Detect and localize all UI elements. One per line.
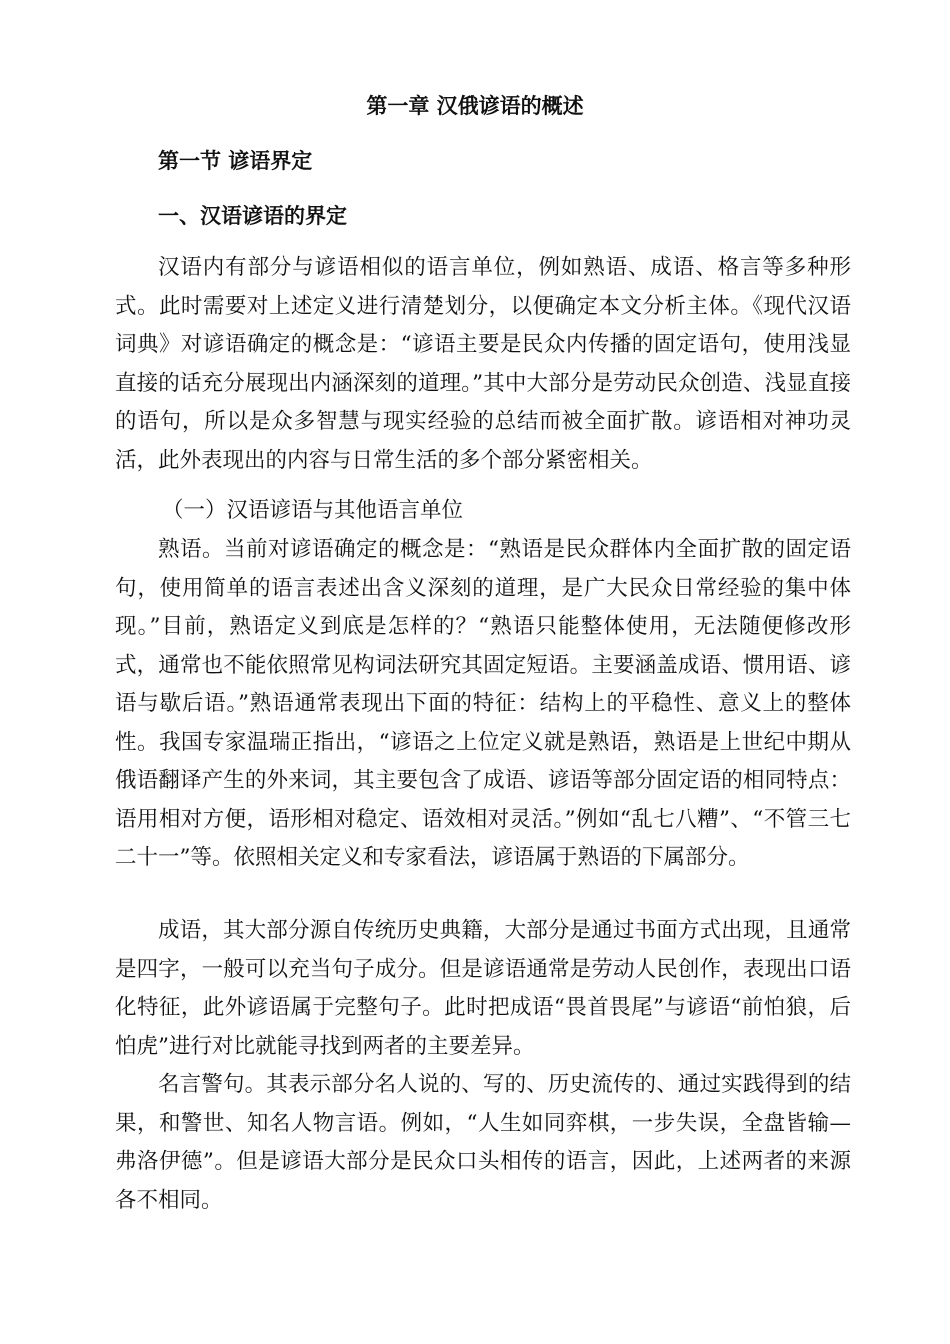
paragraph-3: 成语，其大部分源自传统历史典籍，大部分是通过书面方式出现，且通常是四字，一般可以充当句子成分。但是谚语通常是劳动人民创作，表现出口语化特征，此外谚语属于完整句子。此时把成语“畏首畏尾”与谚语“前怕狼，后怕虎”进行对比就能寻找到两者的主要差异。 xyxy=(115,918,851,1059)
paragraph-4: 名言警句。其表示部分名人说的、写的、历史流传的、通过实践得到的结果，和警世、知名人物言语。例如，“人生如同弈棋，一步失误，全盘皆输—弗洛伊德”。但是谚语大部分是民众口头相传的语言，因此，上述两者的来源各不相同。 xyxy=(115,1072,851,1213)
paragraph-2: 熟语。当前对谚语确定的概念是：“熟语是民众群体内全面扩散的固定语句，使用简单的语言表述出含义深刻的道理，是广大民众日常经验的集中体现。”目前，熟语定义到底是怎样的？“熟语只能整体使用，无法随便修改形式，通常也不能依照常见构词法研究其固定短语。主要涵盖成语、惯用语、谚语与歇后语。”熟语通常表现出下面的特征：结构上的平稳性、意义上的整体性。我国专家温瑞正指出，“谚语之上位定义就是熟语，熟语是上世纪中期从俄语翻译产生的外来词，其主要包含了成语、谚语等部分固定语的相同特点：语用相对方便，语形相对稳定、语效相对灵活。”例如“乱七八糟”、“不管三七二十一”等。依照相关定义和专家看法，谚语属于熟语的下属部分。 xyxy=(115,537,851,870)
paragraph-1: 汉语内有部分与谚语相似的语言单位，例如熟语、成语、格言等多种形式。此时需要对上述定义进行清楚划分，以便确定本文分析主体。《现代汉语词典》对谚语确定的概念是：“谚语主要是民众内传播的固定语句，使用浅显直接的话充分展现出内涵深刻的道理。”其中大部分是劳动民众创造、浅显直接的语句，所以是众多智慧与现实经验的总结而被全面扩散。谚语相对神功灵活，此外表现出的内容与日常生活的多个部分紧密相关。 xyxy=(115,255,851,473)
subheading-other-units: （一）汉语谚语与其他语言单位 xyxy=(162,498,464,523)
section-title: 第一节 谚语界定 xyxy=(158,148,313,173)
chapter-title: 第一章 汉俄谚语的概述 xyxy=(366,93,584,118)
subsection-title: 一、汉语谚语的界定 xyxy=(158,203,347,228)
